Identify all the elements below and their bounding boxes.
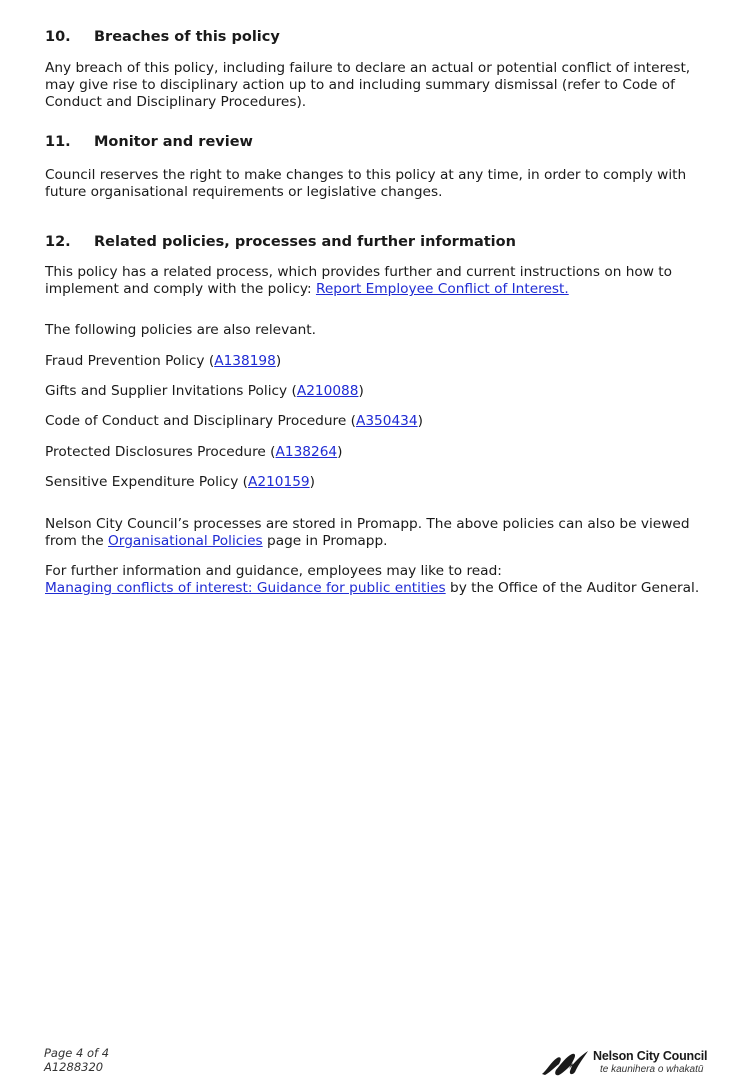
policy-item-sensitive-expenditure xyxy=(45,474,715,491)
policy-close: ) xyxy=(275,353,282,369)
policy-close: ) xyxy=(309,474,315,490)
text-line: Nelson City Council’s processes are stored in Promapp. The above policies can also be viewed xyxy=(45,516,690,532)
policy-item-fraud xyxy=(45,353,715,370)
text-line: Any breach of this policy, including failure to declare an actual or potential conflict of interest, xyxy=(45,60,691,76)
report-conflict-link[interactable]: Report Employee Conflict of Interest. xyxy=(315,281,569,297)
text-line xyxy=(45,533,715,550)
nelson-city-council-logo xyxy=(541,1048,711,1080)
text-fragment: by the Office of the Auditor General. xyxy=(445,580,700,596)
policy-ref-link[interactable]: A210088 xyxy=(296,383,359,399)
policy-item-protected-disclosures xyxy=(45,444,715,461)
page-footer xyxy=(44,1046,109,1074)
section-10-heading xyxy=(45,29,280,45)
text-line: future organisational requirements or legislative changes. xyxy=(45,184,443,200)
following-policies-text: The following policies are also relevant. xyxy=(45,322,316,338)
text-line: Conduct and Disciplinary Procedures). xyxy=(45,94,307,110)
page-number: Page 4 of 4 xyxy=(44,1046,110,1060)
section-number: 10. xyxy=(45,29,71,45)
text-fragment: page in Promapp. xyxy=(262,533,388,549)
text-line: Council reserves the right to make changes to this policy at any time, in order to comply with xyxy=(45,167,687,183)
policy-ref-link[interactable]: A210159 xyxy=(248,474,310,490)
policy-ref-link[interactable]: A138198 xyxy=(214,353,276,369)
logo-subtitle: te kaunihera o whakatū xyxy=(600,1064,704,1075)
policy-ref-link[interactable]: A138264 xyxy=(275,444,338,460)
policy-name: Fraud Prevention Policy ( xyxy=(45,353,215,369)
text-line: may give rise to disciplinary action up to and including summary dismissal (refer to Code of xyxy=(45,77,675,93)
section-title: Related policies, processes and further information xyxy=(94,234,516,250)
document-id: A1288320 xyxy=(44,1060,104,1074)
policy-close: ) xyxy=(417,413,423,429)
promapp-paragraph xyxy=(45,516,715,550)
section-title: Monitor and review xyxy=(94,134,253,150)
text-line: This policy has a related process, which provides further and current instructions on how to xyxy=(45,264,673,280)
section-12-heading xyxy=(45,234,516,250)
managing-conflicts-guidance-link[interactable]: Managing conflicts of interest: Guidance for public entities xyxy=(45,580,446,596)
section-10-body xyxy=(45,60,715,111)
policy-item-gifts xyxy=(45,383,715,400)
logo-name: Nelson City Council xyxy=(593,1049,708,1063)
policy-close: ) xyxy=(337,444,343,460)
policy-name: Gifts and Supplier Invitations Policy ( xyxy=(45,383,297,399)
text-fragment: implement and comply with the policy: xyxy=(45,281,316,297)
policy-ref-link[interactable]: A350434 xyxy=(355,413,418,429)
guidance-paragraph xyxy=(45,563,715,597)
section-11-body xyxy=(45,167,715,201)
section-12-intro xyxy=(45,264,715,298)
section-title: Breaches of this policy xyxy=(94,29,280,45)
policy-close: ) xyxy=(358,383,364,399)
text-line: For further information and guidance, employees may like to read: xyxy=(45,563,502,579)
policy-name: Sensitive Expenditure Policy ( xyxy=(45,474,248,490)
policy-name: Protected Disclosures Procedure ( xyxy=(45,444,276,460)
text-line xyxy=(45,580,715,597)
section-number: 12. xyxy=(45,234,71,250)
organisational-policies-link[interactable]: Organisational Policies xyxy=(108,533,263,549)
policy-name: Code of Conduct and Disciplinary Procedure ( xyxy=(45,413,356,429)
text-fragment: from the xyxy=(45,533,109,549)
council-logo-mark-icon xyxy=(541,1048,593,1076)
section-11-heading xyxy=(45,134,253,150)
policy-item-code-of-conduct xyxy=(45,413,715,430)
text-line xyxy=(45,281,715,298)
section-number: 11. xyxy=(45,134,71,150)
